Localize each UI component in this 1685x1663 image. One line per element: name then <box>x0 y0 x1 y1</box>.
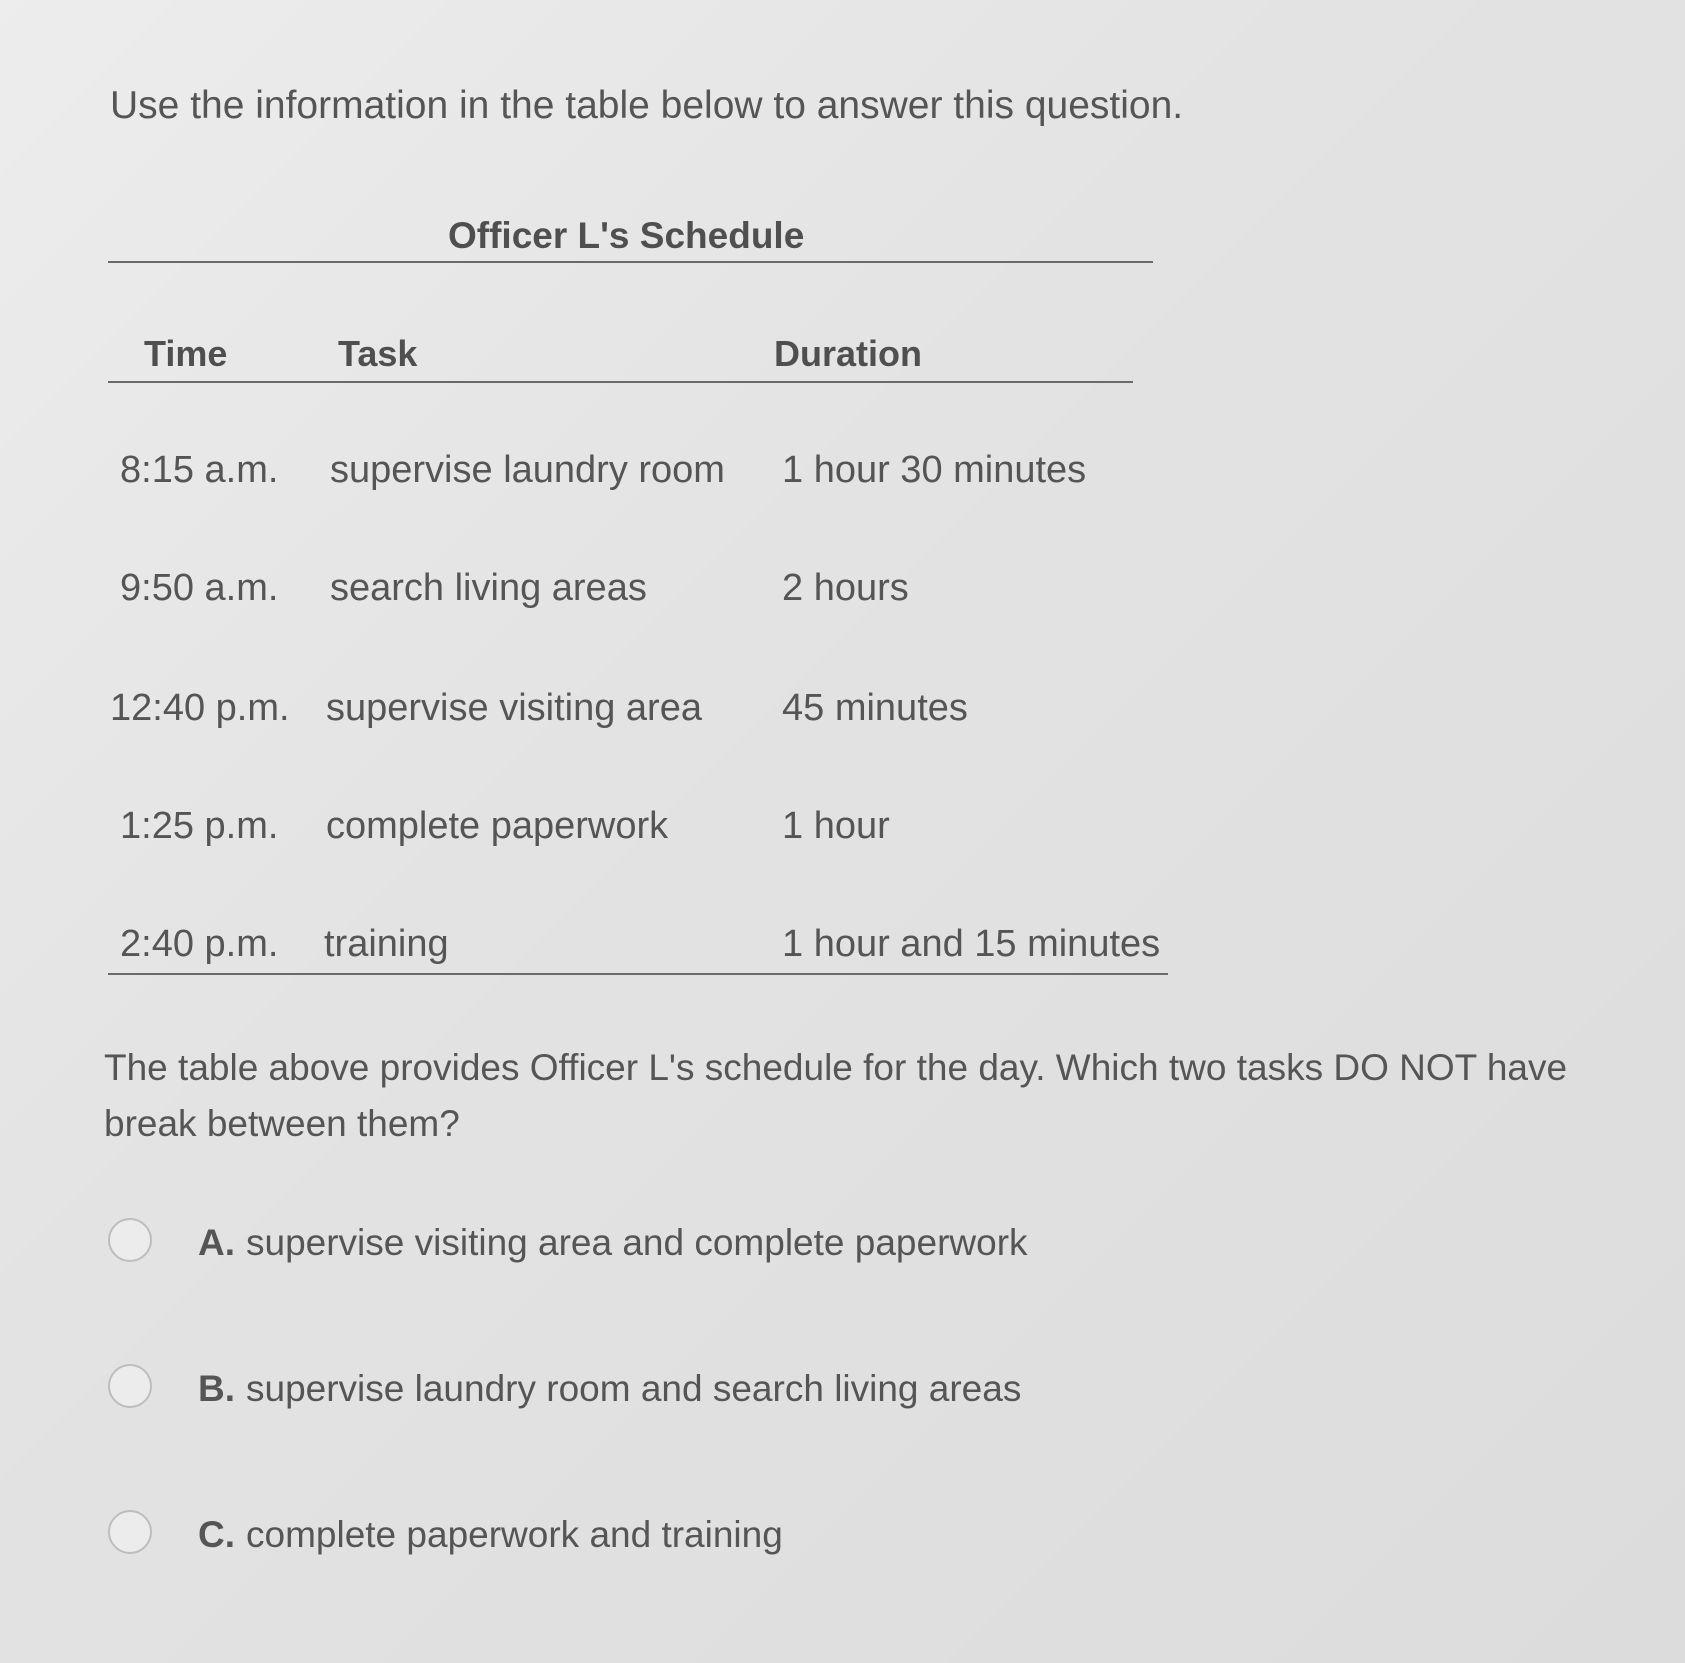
cell-duration: 1 hour 30 minutes <box>782 449 1087 491</box>
cell-task: training <box>324 923 449 965</box>
cell-time: 1:25 p.m. <box>120 805 279 847</box>
table-row <box>108 799 1173 855</box>
option-letter: C. <box>198 1514 235 1555</box>
radio-button-icon[interactable] <box>108 1218 152 1262</box>
option-letter: B. <box>198 1368 235 1409</box>
option-label[interactable]: complete paperwork and training <box>246 1514 783 1555</box>
answer-option-a[interactable] <box>108 1214 1208 1270</box>
header-time: Time <box>144 333 228 374</box>
table-row <box>108 917 1168 975</box>
cell-duration: 45 minutes <box>782 687 968 729</box>
header-task: Task <box>338 333 418 374</box>
instruction-text: Use the information in the table below to answer this question. <box>110 84 1184 127</box>
cell-duration: 2 hours <box>782 567 909 609</box>
table-header-row <box>108 323 1133 383</box>
cell-time: 2:40 p.m. <box>120 923 279 965</box>
option-label[interactable]: supervise visiting area and complete paperwork <box>246 1222 1028 1263</box>
cell-task: supervise visiting area <box>326 687 702 729</box>
question-line-2: break between them? <box>104 1103 460 1144</box>
table-row <box>108 681 1173 737</box>
cell-time: 9:50 a.m. <box>120 567 279 609</box>
cell-task: search living areas <box>330 567 647 609</box>
radio-button-icon[interactable] <box>108 1364 152 1408</box>
option-letter: A. <box>198 1222 235 1263</box>
question-text <box>104 1040 1674 1152</box>
question-line-1: The table above provides Officer L's schedule for the day. Which two tasks DO NOT have <box>104 1047 1568 1088</box>
cell-duration: 1 hour and 15 minutes <box>782 923 1161 965</box>
cell-duration: 1 hour <box>782 805 890 847</box>
cell-task: complete paperwork <box>326 805 669 847</box>
cell-time: 8:15 a.m. <box>120 449 279 491</box>
table-title: Officer L's Schedule <box>448 215 805 256</box>
table-title-rule <box>108 205 1153 263</box>
option-label[interactable]: supervise laundry room and search living areas <box>246 1368 1022 1409</box>
table-row <box>108 561 1173 617</box>
answer-option-c[interactable] <box>108 1506 1208 1562</box>
answer-option-b[interactable] <box>108 1360 1208 1416</box>
table-row <box>108 443 1173 499</box>
radio-button-icon[interactable] <box>108 1510 152 1554</box>
header-duration: Duration <box>774 333 922 374</box>
cell-time: 12:40 p.m. <box>110 687 290 729</box>
cell-task: supervise laundry room <box>330 449 725 491</box>
